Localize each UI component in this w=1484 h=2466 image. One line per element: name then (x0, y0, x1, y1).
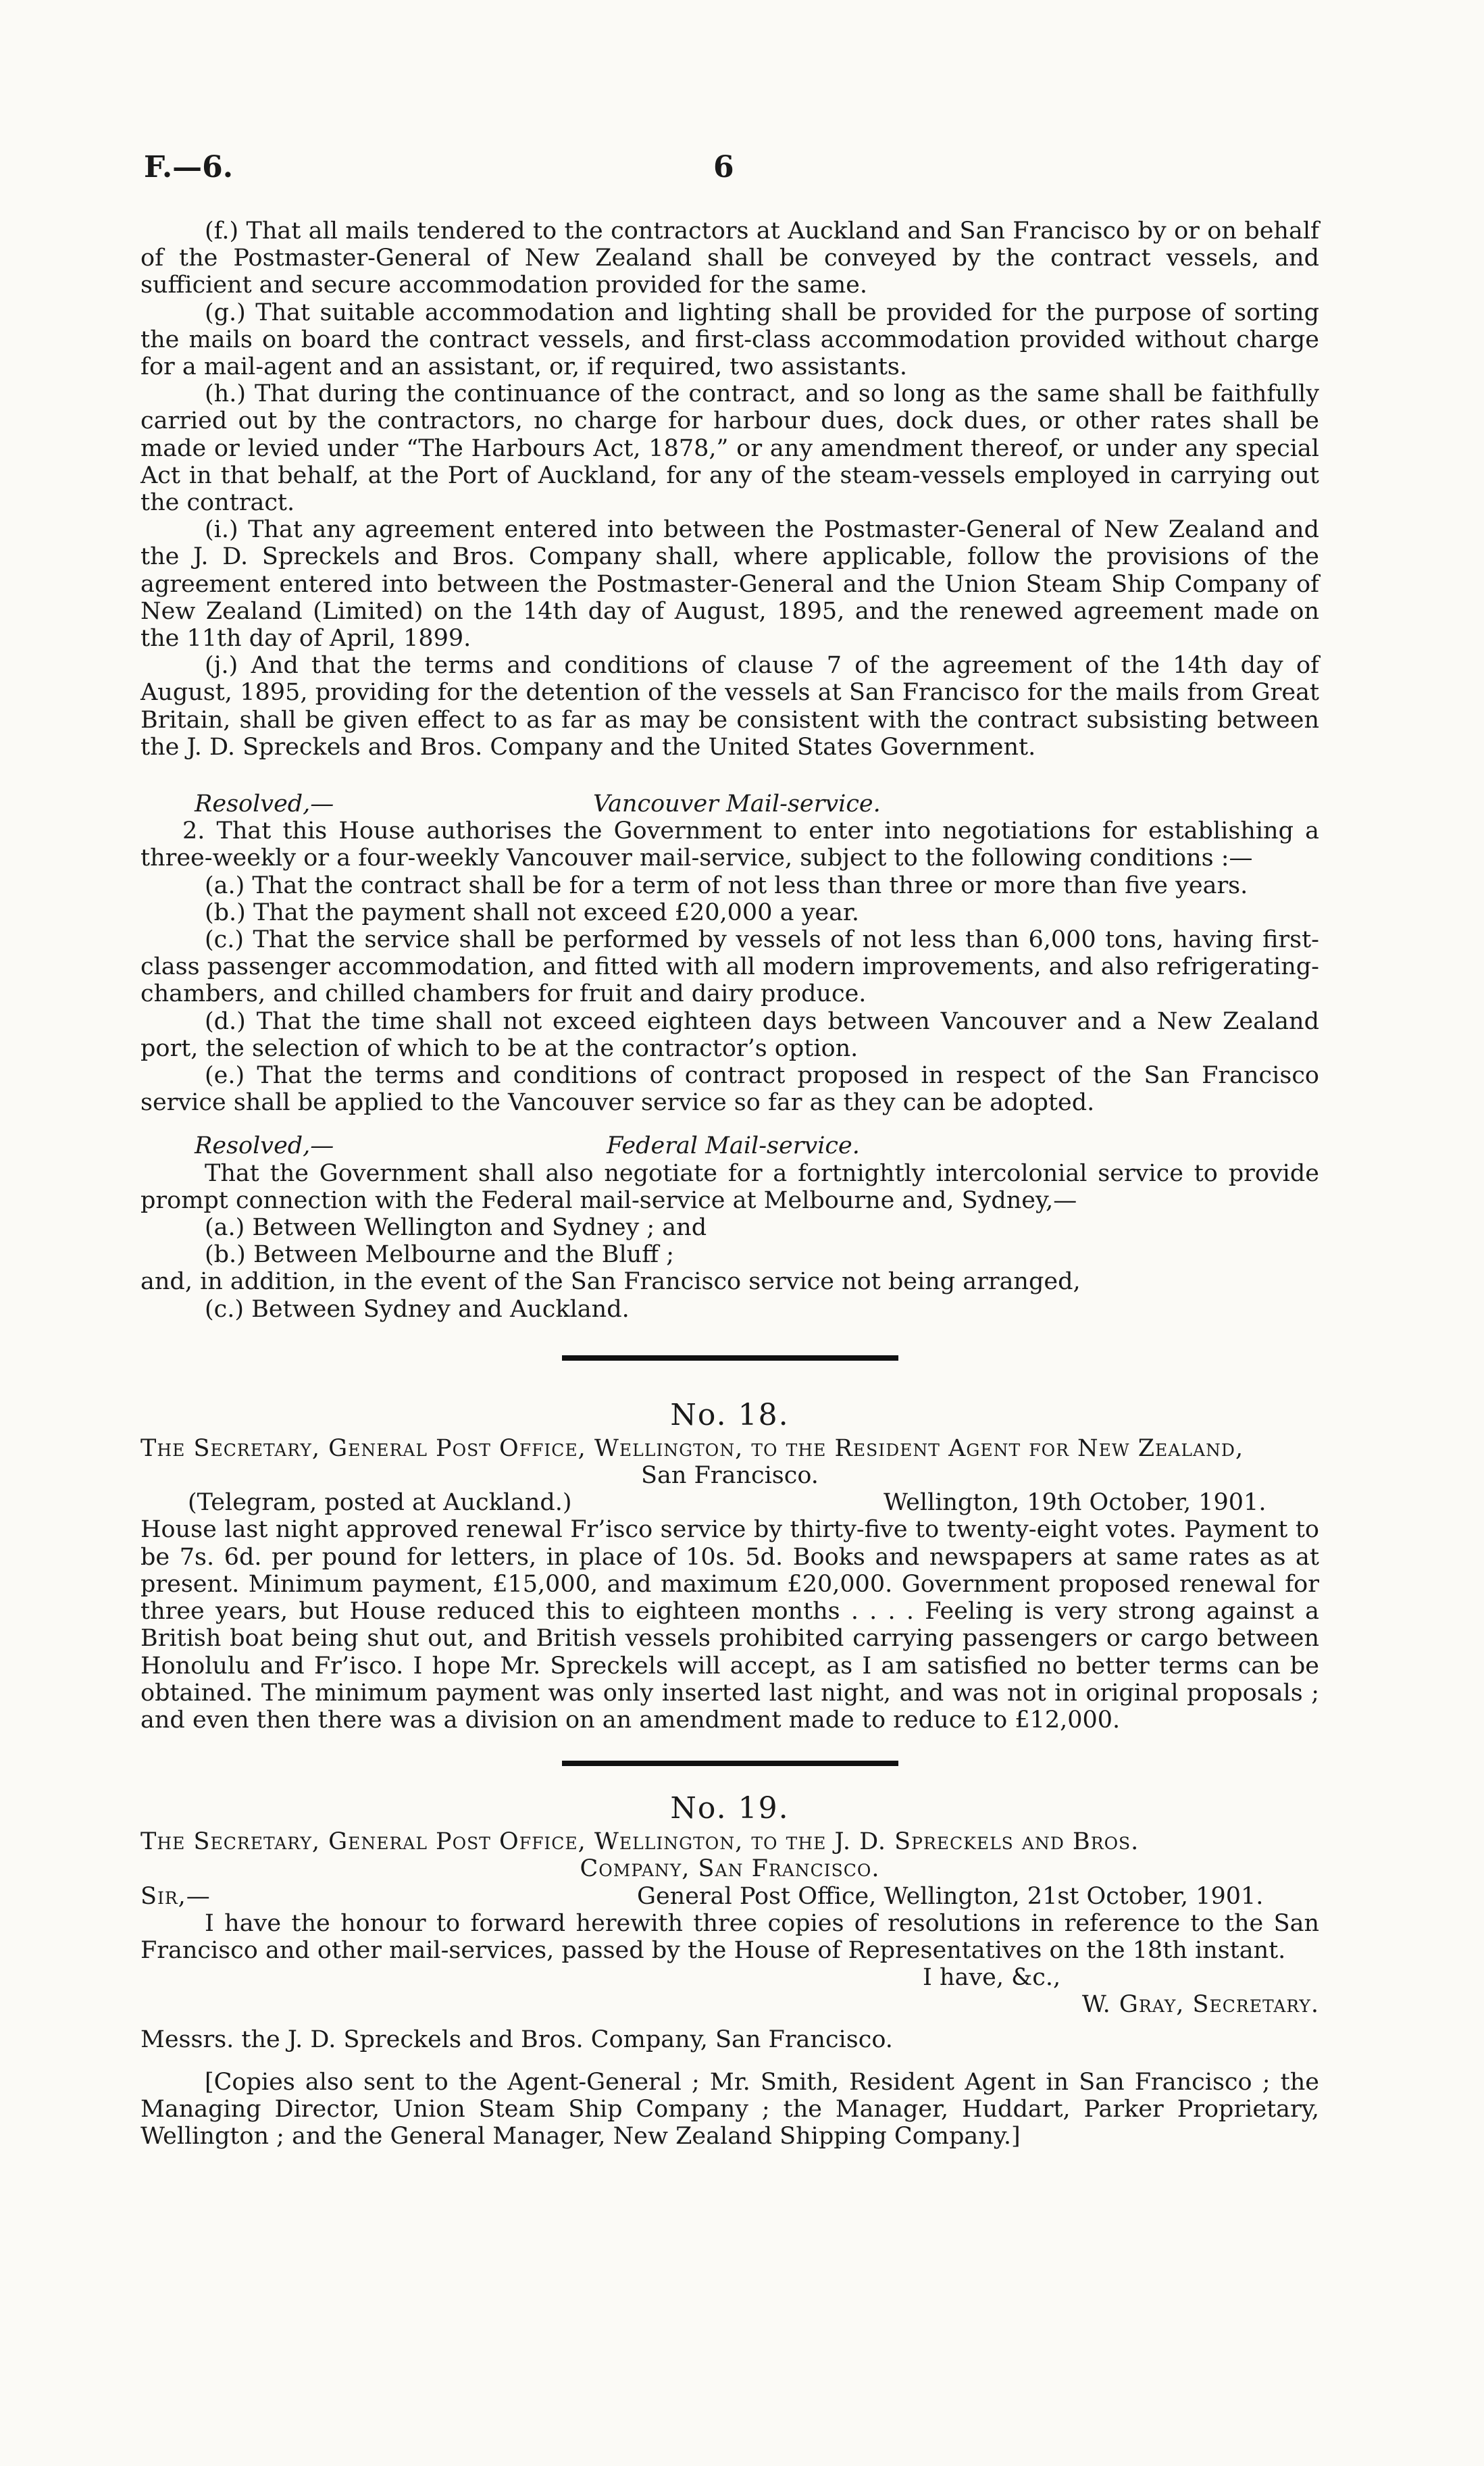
vancouver-title: Vancouver Mail-service. (593, 790, 881, 818)
vancouver-clause-b: (b.) That the payment shall not exceed £20,000 a year. (205, 899, 859, 926)
vancouver-clause-a: (a.) That the contract shall be for a term of not less than three or more than five years. (205, 872, 1248, 899)
no18-body: House last night approved renewal Fr’isco service by thirty-five to twenty-eight votes. Payment to be 7s. 6d. per pound for letters, in place of 10s. 5d. Books and newspapers at same rates as at present. Minimum payment, £15,000, and maximum £20,000. Government proposed renewal for three years, but House reduced this to eighteen months . . . . Feeling is very strong against a British boat being shut out, and British vessels prohibited carrying passengers or cargo between Honolulu and Fr’isco. I hope Mr. Spreckels will accept, as I am satisfied no better terms can be obtained. The minimum payment was only inserted last night, and was not in original proposals ; and even then there was a division on an amendment made to reduce to £12,000. (140, 1516, 1319, 1734)
page-number: 6 (713, 150, 734, 184)
clause-h: (h.) That during the continuance of the contract, and so long as the same shall be faithfully carried out by the contractors, no charge for harbour dues, dock dues, or other rates shall be made or levied under “The Harbours Act, 1878,” or any amendment thereof, or under any special Act in that behalf, at the Port of Auckland, for any of the steam-vessels employed in carrying out the contract. (140, 380, 1319, 517)
page-content (140, 218, 1319, 2150)
no19-address-line1: The Secretary, General Post Office, Wellington, to the J. D. Spreckels and Bros. (140, 1828, 1140, 1856)
vancouver-heading (140, 790, 1319, 817)
no19-number: No. 19. (670, 1791, 790, 1826)
federal-item-a: (a.) Between Wellington and Sydney ; and (205, 1214, 707, 1242)
no19-body: I have the honour to forward herewith three copies of resolutions in reference to the San Francisco and other mail-services, passed by the House of Representatives on the 18th instant. (140, 1909, 1319, 1964)
spacer (140, 1734, 1319, 1761)
federal-item-b: (b.) Between Melbourne and the Bluff ; (205, 1241, 675, 1269)
federal-item-c: (c.) Between Sydney and Auckland. (205, 1295, 630, 1323)
no18-meta-row (140, 1489, 1319, 1516)
no19-address-line2: Company, San Francisco. (580, 1855, 880, 1883)
page-header (0, 150, 1484, 191)
no19-copies-note: [Copies also sent to the Agent-General ; Mr. Smith, Resident Agent in San Francisco ; the Managing Director, Union Steam Ship Company ; the Manager, Huddart, Parker Proprietary, Wellington ; and the General Manager, New Zealand Shipping Company.] (140, 2068, 1319, 2150)
no19-signature: W. Gray, Secretary. (1081, 1991, 1319, 2019)
federal-title: Federal Mail-service. (607, 1132, 860, 1160)
clause-i: (i.) That any agreement entered into between the Postmaster-General of New Zealand and the J. D. Spreckels and Bros. Company shall, where applicable, follow the provisions of the agreement entered into between the Postmaster-General and the Union Steam Ship Company of New Zealand (Limited) on the 14th day of August, 1895, and the renewed agreement made on the 11th day of April, 1899. (140, 516, 1319, 653)
no18-number: No. 18. (670, 1397, 790, 1432)
no19-closing: I have, &c., (923, 1964, 1061, 1992)
no19-dateline: General Post Office, Wellington, 21st October, 1901. (637, 1882, 1264, 1910)
spacer (140, 1766, 1319, 1789)
no18-telegram-note: (Telegram, posted at Auckland.) (188, 1489, 572, 1517)
spacer (140, 2054, 1319, 2069)
no18-address-line1: The Secretary, General Post Office, Wellington, to the Resident Agent for New Zealand, (140, 1434, 1244, 1462)
no19-addressee: Messrs. the J. D. Spreckels and Bros. Company, San Francisco. (140, 2026, 893, 2054)
clause-g: (g.) That suitable accommodation and lighting shall be provided for the purpose of sorting the mails on board the contract vessels, and first-class accommodation provided without charge for a mail-agent and an assistant, or, if required, two assistants. (140, 299, 1319, 381)
federal-heading (140, 1132, 1319, 1159)
spacer (140, 1323, 1319, 1355)
section-divider (562, 1355, 898, 1361)
vancouver-resolved: Resolved,— (195, 790, 334, 818)
vancouver-intro: 2. That this House authorises the Government to enter into negotiations for establishing a three-weekly or a four-weekly Vancouver mail-service, subject to the following conditions :— (140, 817, 1319, 872)
federal-intro: That the Government shall also negotiate for a fortnightly intercolonial service to provide prompt connection with the Federal mail-service at Melbourne and, Sydney,— (140, 1159, 1319, 1214)
federal-resolved: Resolved,— (195, 1132, 334, 1160)
no19-closing-row (140, 1964, 1319, 1991)
no19-signature-row (140, 1991, 1319, 2018)
no19-salutation: Sir,— (140, 1882, 211, 1910)
spacer (140, 761, 1319, 790)
clause-f: (f.) That all mails tendered to the contractors at Auckland and San Francisco by or on behalf of the Postmaster-General of New Zealand shall be conveyed by the contract vessels, and sufficient and secure accommodation provided for the same. (140, 218, 1319, 299)
spacer (140, 2018, 1319, 2026)
vancouver-clause-e: (e.) That the terms and conditions of contract proposed in respect of the San Francisco service shall be applied to the Vancouver service so far as they can be adopted. (140, 1062, 1319, 1117)
vancouver-clause-d: (d.) That the time shall not exceed eighteen days between Vancouver and a New Zealand port, the selection of which to be at the contractor’s option. (140, 1007, 1319, 1062)
no19-meta-row (140, 1883, 1319, 1910)
federal-addition: and, in addition, in the event of the San Francisco service not being arranged, (140, 1268, 1081, 1296)
clause-j: (j.) And that the terms and conditions of clause 7 of the agreement of the 14th day of August, 1895, providing for the detention of the vessels at San Francisco for the mails from Great Britain, shall be given effect to as far as may be consistent with the contract subsisting between the J. D. Spreckels and Bros. Company and the United States Government. (140, 652, 1319, 761)
section-divider (562, 1761, 898, 1766)
spacer (140, 1361, 1319, 1396)
no18-dateline: Wellington, 19th October, 1901. (884, 1489, 1266, 1517)
document-reference: F.—6. (144, 150, 234, 184)
no18-address-line2: San Francisco. (641, 1462, 819, 1490)
spacer (140, 1116, 1319, 1132)
vancouver-clause-c: (c.) That the service shall be performed by vessels of not less than 6,000 tons, having first-class passenger accommodation, and fitted with all modern improvements, and also refrigerating-chambers, and chilled chambers for fruit and dairy produce. (140, 926, 1319, 1008)
